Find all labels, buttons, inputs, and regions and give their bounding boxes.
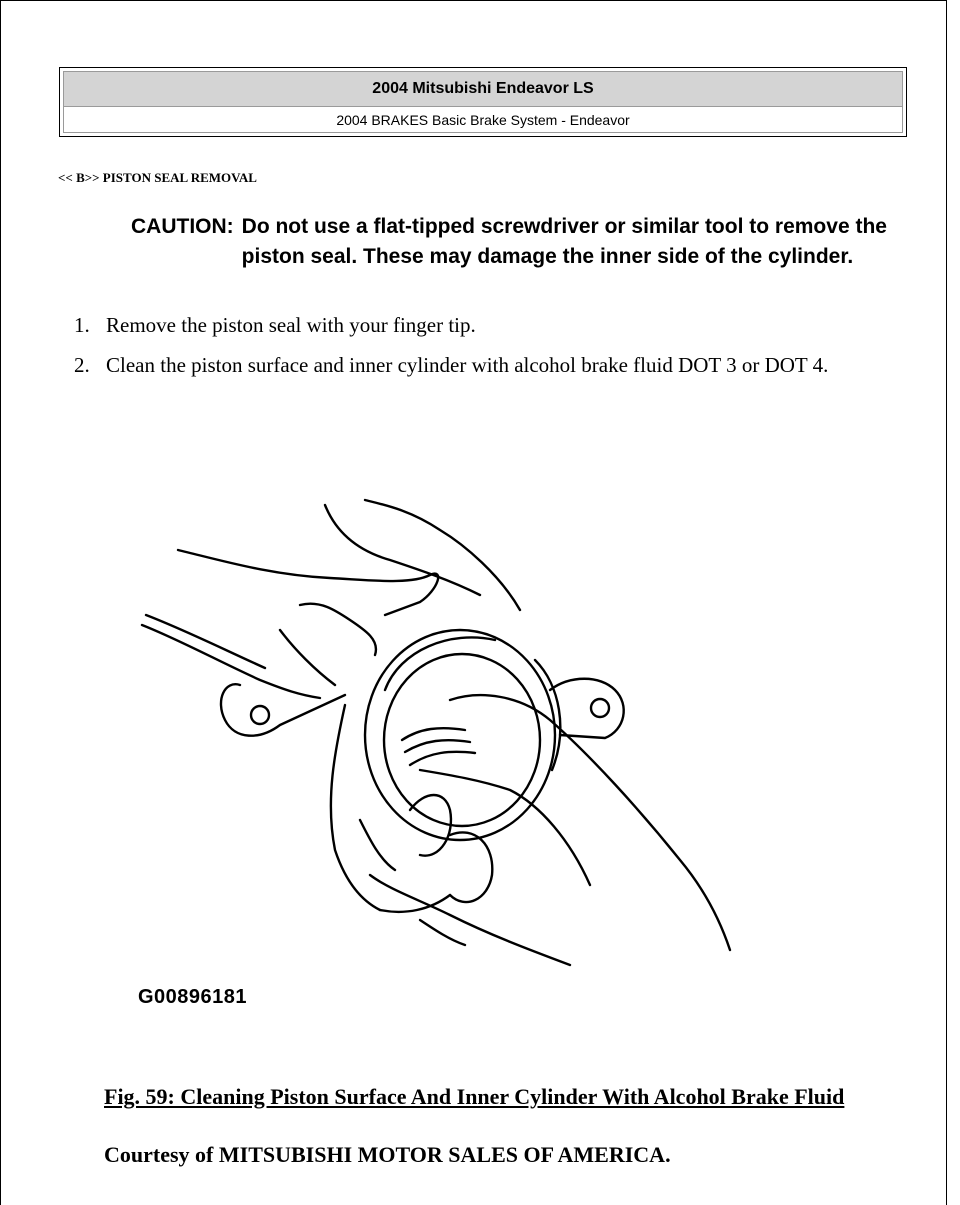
header-inner [63, 71, 903, 133]
step-number: 1. [74, 313, 90, 337]
procedure-steps [74, 310, 904, 390]
caution-note [131, 212, 911, 272]
step-text: Clean the piston surface and inner cylinder with alcohol brake fluid DOT 3 or DOT 4. [106, 353, 829, 377]
document-header [59, 67, 907, 137]
figure-courtesy: Courtesy of MITSUBISHI MOTOR SALES OF AMERICA. [104, 1142, 671, 1167]
brake-caliper-illustration [120, 490, 760, 1030]
section-heading: << B>> PISTON SEAL REMOVAL [58, 170, 257, 185]
vehicle-title: 2004 Mitsubishi Endeavor LS [64, 72, 902, 107]
step-number: 2. [74, 353, 90, 377]
step-text: Remove the piston seal with your finger tip. [106, 313, 476, 337]
caution-label: CAUTION: [131, 215, 234, 238]
document-subtitle: 2004 BRAKES Basic Brake System - Endeavor [336, 112, 630, 128]
figure-code: G00896181 [138, 986, 248, 1008]
step-item [74, 350, 904, 380]
figure-caption-link[interactable]: Fig. 59: Cleaning Piston Surface And Inner Cylinder With Alcohol Brake Fluid [104, 1084, 845, 1109]
caution-text: Do not use a flat-tipped screwdriver or similar tool to remove the piston seal. These may damage the inner side of the cylinder. [241, 215, 887, 268]
illustration-drawing [120, 490, 760, 1030]
step-item [74, 310, 904, 340]
